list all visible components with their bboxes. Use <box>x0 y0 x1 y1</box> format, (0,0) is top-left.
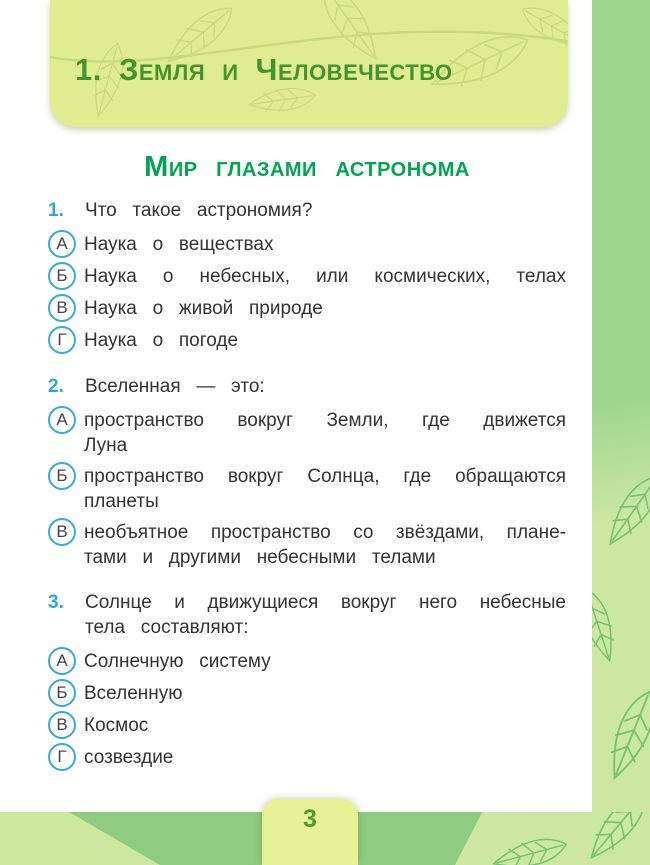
option-text-line: пространство вокруг Солнца, где обращаются <box>84 466 566 487</box>
option-2-v[interactable] <box>48 520 566 570</box>
option-1-a[interactable] <box>48 232 566 258</box>
leaf-pattern-bottom-icon <box>460 812 650 865</box>
question-text-line: Вселенная — это: <box>85 376 265 397</box>
option-text-line: тами и другими небесными телами <box>84 547 436 568</box>
questions-list <box>48 198 566 777</box>
option-text <box>84 408 566 458</box>
option-text <box>84 681 566 706</box>
option-letter-badge[interactable]: В <box>48 711 76 739</box>
option-text <box>84 713 566 738</box>
option-2-a[interactable] <box>48 408 566 458</box>
question-text-line: тела составляют: <box>85 617 249 638</box>
option-text <box>84 296 566 321</box>
option-text-line: необъятное пространство со звёздами, плане- <box>84 522 566 543</box>
option-text-line: Наука о погоде <box>84 330 239 351</box>
question-head <box>48 374 566 399</box>
question-text-line: Солнце и движущиеся вокруг него небесные <box>85 592 566 613</box>
option-text <box>84 232 566 257</box>
question-2 <box>48 374 566 570</box>
option-letter-badge[interactable]: В <box>48 518 76 546</box>
question-1 <box>48 198 566 354</box>
option-text-line: Наука о веществах <box>84 234 274 255</box>
option-text-line: Наука о живой природе <box>84 298 323 319</box>
question-head <box>48 590 566 640</box>
option-text-line: планеты <box>84 491 159 512</box>
option-text <box>84 520 566 570</box>
option-text-line: Наука о небесных, или космических, телах <box>84 266 566 287</box>
leaf-pattern-right-icon <box>592 0 650 865</box>
option-text-line: Вселенную <box>84 683 183 704</box>
question-3 <box>48 590 566 771</box>
option-text-line: Космос <box>84 715 149 736</box>
option-text <box>84 649 566 674</box>
option-letter-badge[interactable]: Б <box>48 462 76 490</box>
question-number: 3. <box>48 592 64 613</box>
option-letter-badge[interactable]: Г <box>48 743 76 771</box>
option-text <box>84 464 566 514</box>
question-number: 2. <box>48 376 64 397</box>
option-2-b[interactable] <box>48 464 566 514</box>
option-letter-badge[interactable]: В <box>48 294 76 322</box>
option-1-v[interactable] <box>48 296 566 322</box>
option-text-line: Солнечную систему <box>84 651 271 672</box>
lesson-title: Мир глазами астронома <box>144 151 470 183</box>
option-text-line: пространство вокруг Земли, где движется <box>84 410 566 431</box>
question-text <box>85 374 566 399</box>
option-letter-badge[interactable]: Б <box>48 262 76 290</box>
option-1-b[interactable] <box>48 264 566 290</box>
question-text-line: Что такое астрономия? <box>85 200 313 221</box>
right-margin-decoration <box>592 0 650 865</box>
option-3-g[interactable] <box>48 745 566 771</box>
question-head <box>48 198 566 223</box>
bottom-left-wedge <box>0 812 160 865</box>
question-number: 1. <box>48 200 64 221</box>
option-text <box>84 264 566 289</box>
option-letter-badge[interactable]: А <box>48 406 76 434</box>
option-text-line: созвездие <box>84 747 174 768</box>
option-letter-badge[interactable]: А <box>48 647 76 675</box>
option-letter-badge[interactable]: Г <box>48 326 76 354</box>
option-letter-badge[interactable]: Б <box>48 679 76 707</box>
question-text <box>85 198 566 223</box>
chapter-title: 1. Земля и Человечество <box>75 52 453 87</box>
option-3-a[interactable] <box>48 649 566 675</box>
option-1-g[interactable] <box>48 328 566 354</box>
option-letter-badge[interactable]: А <box>48 230 76 258</box>
page-number: 3 <box>303 805 317 833</box>
chapter-header-box <box>50 0 568 127</box>
option-3-v[interactable] <box>48 713 566 739</box>
option-text-line: Луна <box>84 435 128 456</box>
option-3-b[interactable] <box>48 681 566 707</box>
page-number-tab <box>262 799 358 865</box>
option-text <box>84 328 566 353</box>
option-text <box>84 745 566 770</box>
question-text <box>85 590 566 640</box>
